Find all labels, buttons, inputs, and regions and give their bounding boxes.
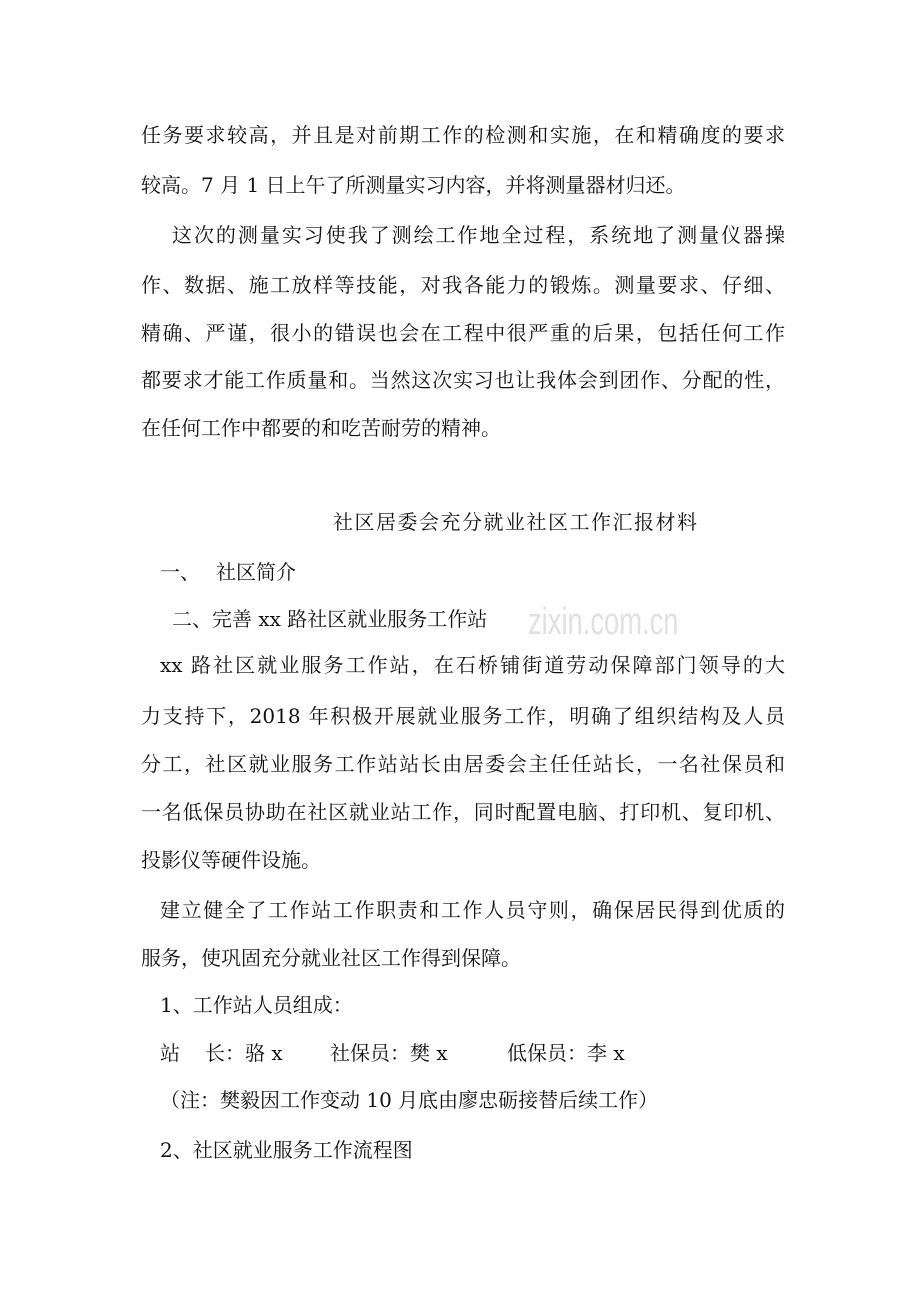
report-title: 社区居委会充分就业社区工作汇报材料 <box>333 510 699 534</box>
staff-director: 长：骆 x <box>205 1041 283 1065</box>
paragraph-line: xx 路社区就业服务工作站，在石桥铺街道劳动保障部门领导的大 <box>160 653 785 677</box>
staff-low-income: 低保员：李 x <box>507 1041 625 1065</box>
flow-heading: 2、社区就业服务工作流程图 <box>160 1138 413 1162</box>
paragraph-line: 服务，使巩固充分就业社区工作得到保障。 <box>141 946 521 970</box>
paragraph-line: 投影仪等硬件设施。 <box>141 848 321 872</box>
staff-heading: 1、工作站人员组成： <box>160 993 353 1017</box>
section-heading: 二、完善 xx 路社区就业服务工作站 <box>172 607 488 631</box>
paragraph-line: 这次的测量实习使我了测绘工作地全过程，系统地了测量仪器操 <box>172 223 785 247</box>
paragraph-line: 分工，社区就业服务工作站站长由居委会主任任站长，一名社保员和 <box>141 752 785 776</box>
staff-note: （注：樊毅因工作变动 10 月底由廖忠砺接替后续工作） <box>160 1088 659 1112</box>
paragraph-line: 在任何工作中都要的和吃苦耐劳的精神。 <box>141 416 501 440</box>
paragraph-line: 精确、严谨，很小的错误也会在工程中很严重的后果，包括任何工作 <box>141 321 785 345</box>
paragraph-line: 较高。7 月 1 日上午了所测量实习内容，并将测量器材归还。 <box>141 173 686 197</box>
paragraph-line: 力支持下，2018 年积极开展就业服务工作，明确了组织结构及人员 <box>141 704 785 728</box>
paragraph-line: 建立健全了工作站工作职责和工作人员守则，确保居民得到优质的 <box>160 898 785 922</box>
staff-director-label: 站 <box>160 1041 180 1065</box>
staff-social-security: 社保员：樊 x <box>330 1041 448 1065</box>
section-heading: 社区简介 <box>216 560 296 584</box>
paragraph-line: 都要求才能工作质量和。当然这次实习也让我体会到团作、分配的性， <box>141 368 785 392</box>
watermark: zixin.com.cn <box>528 601 679 643</box>
section-number: 一、 <box>160 560 200 584</box>
paragraph-line: 作、数据、施工放样等技能，对我各能力的锻炼。测量要求、仔细、 <box>141 273 785 297</box>
paragraph-line: 任务要求较高，并且是对前期工作的检测和实施，在和精确度的要求 <box>141 123 785 147</box>
paragraph-line: 一名低保员协助在社区就业站工作，同时配置电脑、打印机、复印机、 <box>141 800 785 824</box>
